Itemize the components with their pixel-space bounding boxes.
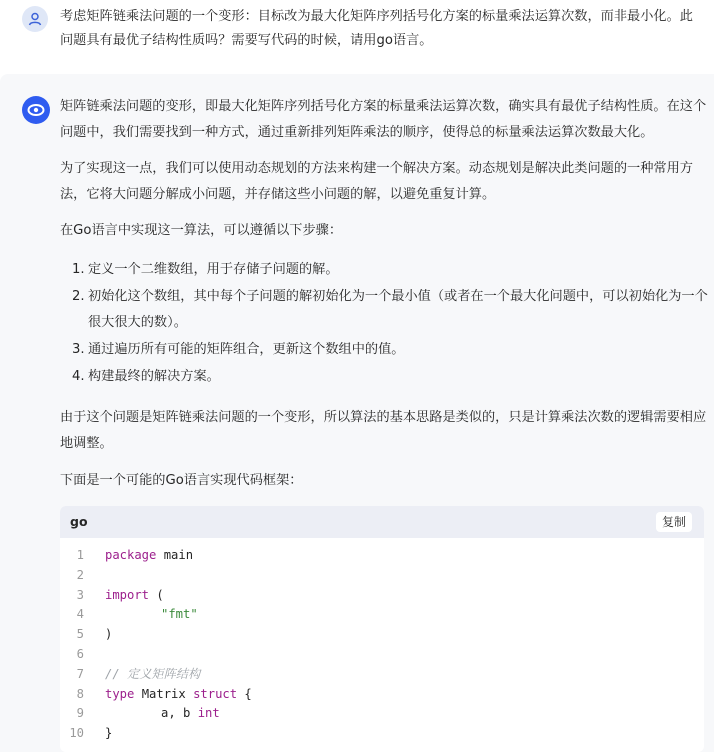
list-item-text: 定义一个二维数组，用于存储子问题的解。 [88, 262, 339, 277]
user-message-block [0, 0, 714, 70]
steps-list [60, 257, 708, 391]
code-keyword: package [105, 548, 157, 562]
code-line [60, 724, 704, 744]
line-number: 1 [76, 548, 84, 562]
line-number: 4 [76, 607, 84, 622]
bot-logo-icon [26, 100, 46, 120]
answer-paragraph-5: 下面是一个可能的Go语言实现代码框架： [60, 473, 303, 488]
user-avatar [22, 6, 48, 32]
code-line [60, 665, 704, 685]
answer-paragraph-1: 矩阵链乘法问题的变形，即最大化矩阵序列括号化方案的标量乘法运算次数，确实具有最优子结构性质。在这个问题中，我们需要找到一种方式，通过重新排列矩阵乘法的顺序，使得总的标量乘法运算次数最大化。 [60, 99, 707, 140]
list-item [60, 284, 708, 336]
answer-paragraph-4: 由于这个问题是矩阵链乘法问题的一个变形，所以算法的基本思路是类似的，只是计算乘法次数的逻辑需要相应地调整。 [60, 410, 707, 451]
list-item [60, 337, 708, 363]
code-line [60, 685, 704, 705]
code-type: int [197, 706, 220, 721]
code-text: { [237, 686, 252, 701]
copy-button[interactable]: 复制 [656, 512, 692, 532]
list-number: 4. [72, 369, 85, 384]
person-icon [27, 11, 43, 27]
line-number: 10 [69, 726, 84, 741]
code-keyword: struct [193, 686, 238, 701]
code-line [60, 566, 704, 586]
code-text: Matrix [134, 686, 194, 701]
user-message-text: 考虑矩阵链乘法问题的一个变形：目标改为最大化矩阵序列括号化方案的标量乘法运算次数，而非最小化。此问题具有最优子结构性质吗？需要写代码的时候，请用go语言。 [60, 9, 693, 48]
code-text: main [156, 548, 194, 562]
answer-paragraph-2: 为了实现这一点，我们可以使用动态规划的方法来构建一个解决方案。动态规划是解决此类问题的一种常用方法，它将大问题分解成小问题，并存储这些小问题的解，以避免重复计算。 [60, 161, 693, 202]
line-number: 2 [76, 567, 84, 582]
list-item-text: 构建最终的解决方案。 [88, 369, 220, 384]
list-number: 3. [72, 342, 85, 357]
code-line [60, 586, 704, 606]
list-item [60, 257, 708, 283]
bot-avatar [22, 96, 50, 124]
code-text: } [105, 726, 113, 741]
line-number: 8 [76, 686, 84, 701]
answer-paragraph-3: 在Go语言中实现这一算法，可以遵循以下步骤： [60, 223, 343, 238]
code-keyword: type [105, 686, 135, 701]
line-number: 3 [76, 587, 84, 602]
code-comment: // 定义矩阵结构 [105, 666, 201, 681]
code-line [60, 546, 704, 566]
line-number: 5 [76, 627, 84, 642]
code-text: ( [149, 587, 164, 602]
code-line [60, 645, 704, 665]
code-string: "fmt" [161, 607, 198, 622]
list-number: 1. [72, 262, 85, 277]
list-item-text: 通过遍历所有可能的矩阵组合，更新这个数组中的值。 [88, 342, 405, 357]
code-keyword: import [105, 587, 150, 602]
code-header [60, 506, 704, 538]
code-text: a, b [161, 706, 198, 721]
line-number: 9 [76, 706, 84, 721]
code-line [60, 625, 704, 645]
line-number: 7 [76, 666, 84, 681]
line-number: 6 [76, 646, 84, 661]
list-item-text: 初始化这个数组，其中每个子问题的解初始化为一个最小值（或者在一个最大化问题中，可以初始化为一个很大很大的数）。 [88, 289, 708, 330]
code-body [60, 546, 704, 744]
code-line [60, 605, 704, 625]
list-item [60, 364, 708, 390]
code-block [60, 506, 704, 752]
code-line [60, 704, 704, 724]
list-number: 2. [72, 289, 85, 304]
code-language-label: go [70, 514, 88, 529]
code-text: ) [105, 627, 113, 642]
